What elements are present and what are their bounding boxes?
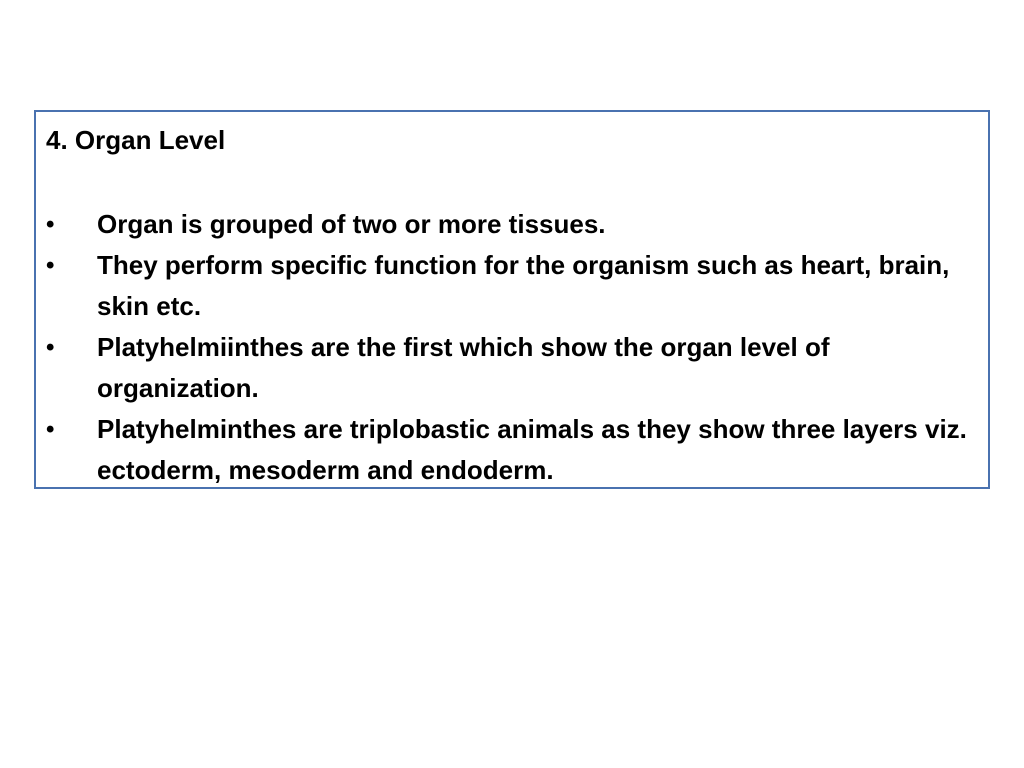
- bullet-text: Organ is grouped of two or more tissues.: [97, 209, 606, 239]
- bullet-text: They perform specific function for the organism such as heart, brain, skin etc.: [97, 250, 950, 321]
- list-item: [36, 204, 986, 245]
- bullet-icon: •: [46, 334, 55, 361]
- list-item: [36, 409, 986, 491]
- content-text-box: [34, 110, 990, 489]
- bullet-icon: •: [46, 416, 55, 443]
- list-item: [36, 245, 986, 327]
- slide-heading: 4. Organ Level: [46, 125, 226, 155]
- list-item: [36, 327, 986, 409]
- bullet-icon: •: [46, 211, 55, 238]
- bullet-text: Platyhelmiinthes are the first which show the organ level of organization.: [97, 332, 830, 403]
- bullet-text: Platyhelminthes are triplobastic animals as they show three layers viz. ectoderm, mesoderm and endoderm.: [97, 414, 967, 485]
- bullet-list: [36, 204, 986, 491]
- bullet-icon: •: [46, 252, 55, 279]
